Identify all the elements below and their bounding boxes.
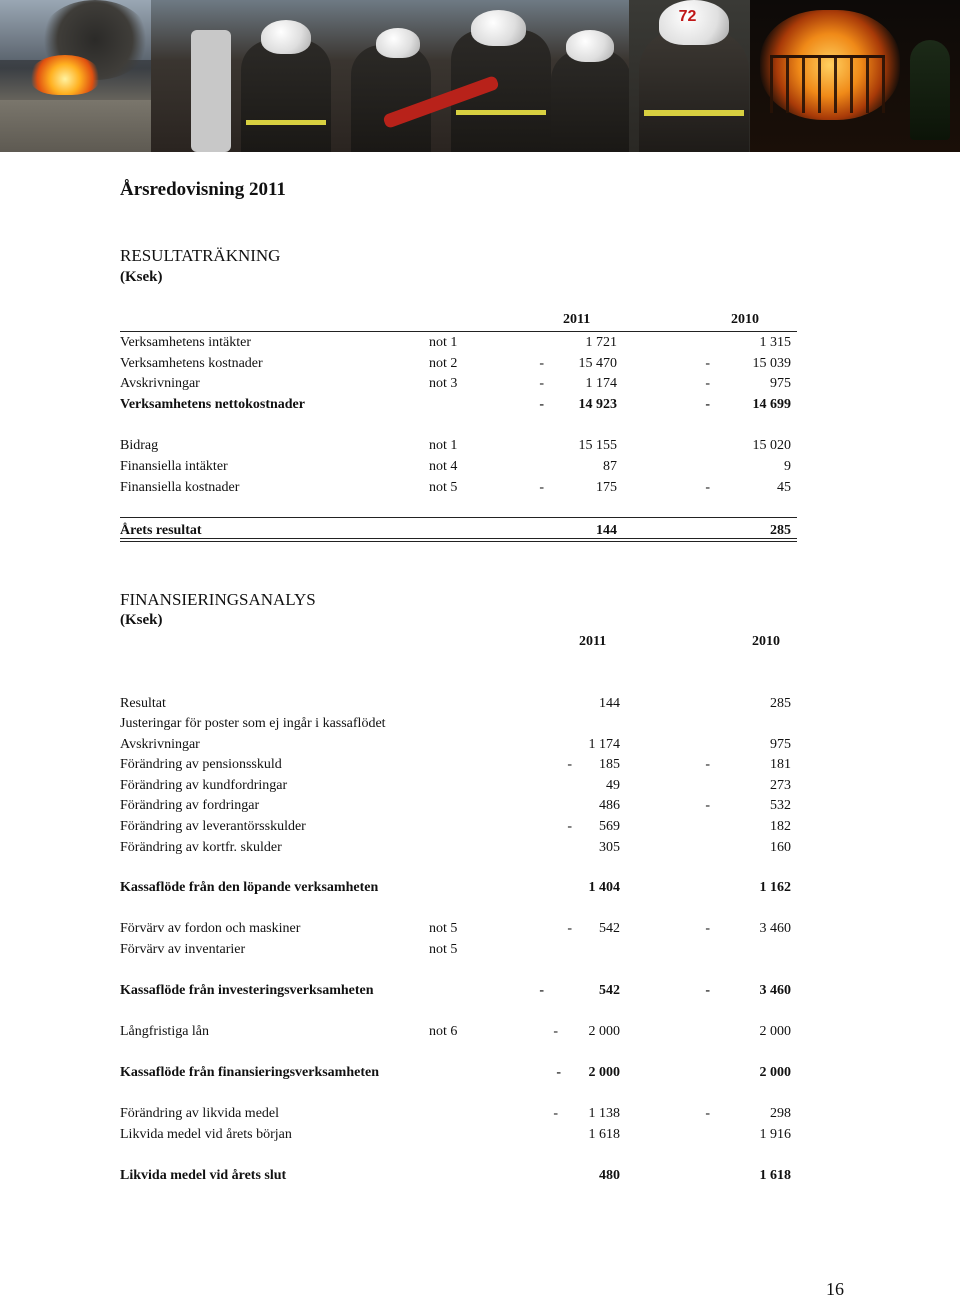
row-value-current: 542 xyxy=(599,921,620,936)
result-bottom-rule-2 xyxy=(120,541,797,542)
row-note: not 5 xyxy=(429,942,458,957)
row-value-previous: 181 xyxy=(770,757,791,772)
row-sign-previous: - xyxy=(705,983,710,998)
row-sign-current: - xyxy=(556,1065,561,1080)
row-label: Resultat xyxy=(120,696,166,711)
financing-year-current: 2011 xyxy=(579,634,607,649)
row-value-previous: 285 xyxy=(770,696,791,711)
row-value-current: 49 xyxy=(606,778,620,793)
row-label: Likvida medel vid årets början xyxy=(120,1127,292,1142)
row-sign-previous: - xyxy=(705,376,710,391)
row-label: Finansiella intäkter xyxy=(120,459,228,474)
row-value-previous: 3 460 xyxy=(759,983,791,998)
row-value-current: 542 xyxy=(599,983,620,998)
photo-house-fire xyxy=(750,0,960,152)
financing-unit: (Ksek) xyxy=(120,612,163,628)
result-top-rule xyxy=(120,517,797,518)
row-value-current: 1 618 xyxy=(588,1127,620,1142)
row-label: Kassaflöde från den löpande verksamheten xyxy=(120,880,379,895)
row-value-current: 185 xyxy=(599,757,620,772)
document-title: Årsredovisning 2011 xyxy=(120,179,286,200)
row-value-current: 15 155 xyxy=(578,438,617,453)
row-value-previous: 160 xyxy=(770,840,791,855)
row-value-previous: 975 xyxy=(770,376,791,391)
row-label: Förändring av likvida medel xyxy=(120,1106,280,1121)
row-sign-previous: - xyxy=(705,757,710,772)
row-note: not 2 xyxy=(429,356,458,371)
row-label: Kassaflöde från finansieringsverksamheten xyxy=(120,1065,379,1080)
result-bottom-rule-1 xyxy=(120,538,797,539)
row-note: not 6 xyxy=(429,1024,458,1039)
income-year-previous: 2010 xyxy=(731,312,759,327)
row-value-current: 1 404 xyxy=(588,880,620,895)
row-label: Förvärv av fordon och maskiner xyxy=(120,921,301,936)
row-value-current: 144 xyxy=(596,523,617,538)
row-sign-current: - xyxy=(567,757,572,772)
income-statement-unit: (Ksek) xyxy=(120,269,163,285)
row-label: Finansiella kostnader xyxy=(120,480,240,495)
row-value-previous: 2 000 xyxy=(759,1024,791,1039)
row-sign-previous: - xyxy=(705,356,710,371)
row-label: Verksamhetens intäkter xyxy=(120,335,252,350)
row-value-current: 15 470 xyxy=(578,356,617,371)
row-value-previous: 2 000 xyxy=(759,1065,791,1080)
row-sign-current: - xyxy=(539,983,544,998)
row-value-current: 1 138 xyxy=(588,1106,620,1121)
row-value-previous: 1 916 xyxy=(759,1127,791,1142)
row-label: Verksamhetens kostnader xyxy=(120,356,263,371)
row-note: not 5 xyxy=(429,480,458,495)
row-label: Likvida medel vid årets slut xyxy=(120,1168,287,1183)
row-sign-current: - xyxy=(567,921,572,936)
row-value-current: 2 000 xyxy=(588,1065,620,1080)
row-value-current: 1 174 xyxy=(585,376,617,391)
row-label: Verksamhetens nettokostnader xyxy=(120,397,305,412)
row-label: Förändring av kundfordringar xyxy=(120,778,288,793)
row-value-previous: 975 xyxy=(770,737,791,752)
row-label: Förändring av fordringar xyxy=(120,798,260,813)
row-value-current: 480 xyxy=(599,1168,620,1183)
row-label: Förändring av pensionsskuld xyxy=(120,757,282,772)
financing-year-previous: 2010 xyxy=(752,634,780,649)
row-label: Avskrivningar xyxy=(120,376,200,391)
row-value-current: 1 721 xyxy=(585,335,617,350)
row-sign-previous: - xyxy=(705,397,710,412)
photo-firefighter-portrait: 72 xyxy=(629,0,751,152)
row-value-current: 2 000 xyxy=(588,1024,620,1039)
row-label: Långfristiga lån xyxy=(120,1024,210,1039)
row-label: Justeringar för poster som ej ingår i kassaflödet xyxy=(120,716,386,731)
photo-burning-car xyxy=(0,0,151,152)
row-value-current: 1 174 xyxy=(588,737,620,752)
row-value-previous: 285 xyxy=(770,523,791,538)
row-note: not 1 xyxy=(429,438,458,453)
row-note: not 5 xyxy=(429,921,458,936)
row-label: Avskrivningar xyxy=(120,737,200,752)
row-value-current: 569 xyxy=(599,819,620,834)
row-label: Förvärv av inventarier xyxy=(120,942,246,957)
row-sign-previous: - xyxy=(705,921,710,936)
row-label: Bidrag xyxy=(120,438,159,453)
row-note: not 1 xyxy=(429,335,458,350)
row-value-current: 175 xyxy=(596,480,617,495)
row-value-previous: 15 020 xyxy=(752,438,791,453)
row-sign-current: - xyxy=(567,819,572,834)
row-sign-current: - xyxy=(539,376,544,391)
row-label: Kassaflöde från investeringsverksamheten xyxy=(120,983,374,998)
row-sign-current: - xyxy=(539,397,544,412)
row-value-previous: 3 460 xyxy=(759,921,791,936)
photo-firefighters-rescue xyxy=(151,0,629,152)
income-statement-heading: RESULTATRÄKNING xyxy=(120,246,281,265)
row-value-previous: 45 xyxy=(777,480,791,495)
row-value-current: 486 xyxy=(599,798,620,813)
row-value-previous: 15 039 xyxy=(752,356,791,371)
row-value-previous: 182 xyxy=(770,819,791,834)
row-note: not 4 xyxy=(429,459,458,474)
row-value-previous: 9 xyxy=(784,459,791,474)
row-value-previous: 532 xyxy=(770,798,791,813)
income-header-rule xyxy=(120,331,797,332)
row-value-previous: 1 162 xyxy=(759,880,791,895)
row-label: Årets resultat xyxy=(120,523,202,538)
row-label: Förändring av kortfr. skulder xyxy=(120,840,282,855)
row-value-previous: 14 699 xyxy=(752,397,791,412)
row-value-previous: 1 315 xyxy=(759,335,791,350)
row-sign-previous: - xyxy=(705,798,710,813)
page-number: 16 xyxy=(826,1279,844,1299)
row-sign-current: - xyxy=(553,1106,558,1121)
row-value-previous: 298 xyxy=(770,1106,791,1121)
row-label: Förändring av leverantörsskulder xyxy=(120,819,306,834)
row-sign-previous: - xyxy=(705,480,710,495)
row-value-current: 87 xyxy=(603,459,617,474)
financing-heading: FINANSIERINGSANALYS xyxy=(120,590,316,609)
row-sign-current: - xyxy=(539,356,544,371)
row-value-current: 144 xyxy=(599,696,620,711)
row-value-previous: 1 618 xyxy=(759,1168,791,1183)
row-sign-previous: - xyxy=(705,1106,710,1121)
row-sign-current: - xyxy=(539,480,544,495)
row-value-current: 305 xyxy=(599,840,620,855)
income-year-current: 2011 xyxy=(563,312,591,327)
row-sign-current: - xyxy=(553,1024,558,1039)
photo-banner xyxy=(0,0,960,152)
row-value-previous: 273 xyxy=(770,778,791,793)
row-value-current: 14 923 xyxy=(578,397,617,412)
row-note: not 3 xyxy=(429,376,458,391)
